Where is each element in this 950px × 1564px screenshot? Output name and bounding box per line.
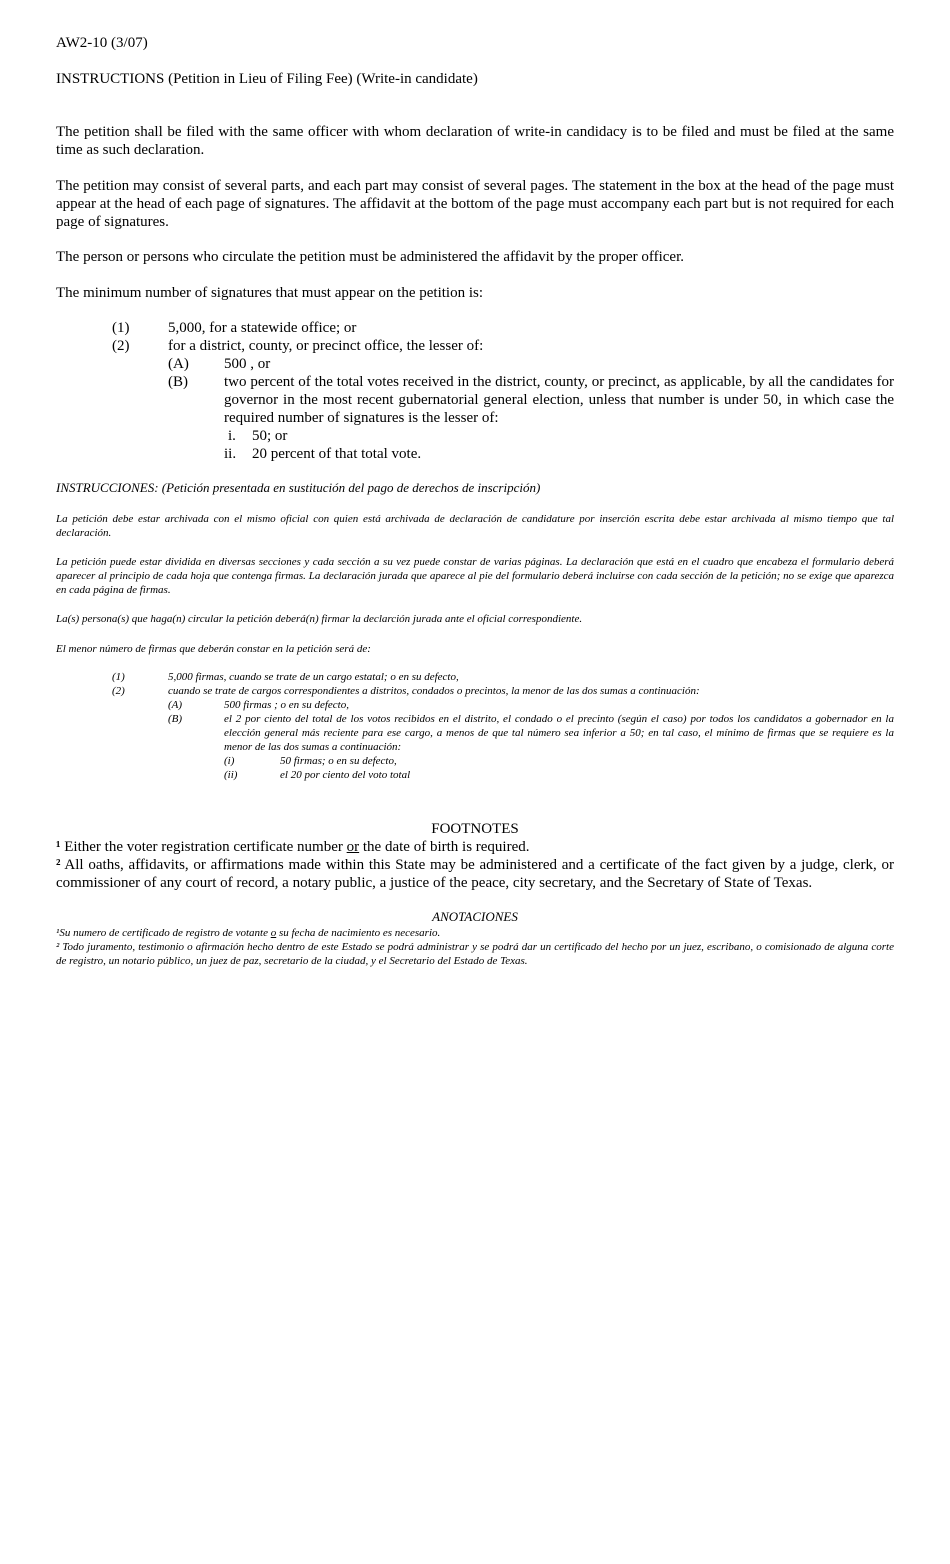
list-number: (A) [168, 356, 189, 372]
list-number: i. [228, 428, 236, 444]
list-item [56, 427, 894, 445]
list-item [56, 337, 894, 355]
list-text: el 20 por ciento del voto total [280, 769, 411, 781]
list-item [56, 373, 894, 427]
list-text: for a district, county, or precinct office, the lesser of: [168, 338, 484, 354]
list-text: 500 , or [224, 356, 271, 372]
footnote-text: Todo juramento, testimonio o afirmación hecho dentro de este Estado se podrá administrar y se podrá dar un certificado del hecho por un juez, escribano, o comisionado de alguna corte de registro, un notario público, un juez de paz, secretario de la ciudad, y el Secretario del Estado de Texas. [56, 941, 894, 967]
list-item [56, 698, 894, 712]
list-text: 20 percent of that total vote. [252, 446, 422, 462]
list-item [56, 712, 894, 754]
list-text: cuando se trate de cargos correspondientes a distritos, condados o precintos, la menor de las dos sumas a continuación: [168, 685, 700, 697]
footnote-1 [56, 838, 894, 856]
list-number: (B) [168, 374, 188, 390]
es-paragraph-3: La(s) persona(s) que haga(n) circular la petición deberá(n) firmar la declarción jurada ante el oficial correspondiente. [56, 613, 583, 625]
list-text: 50; or [252, 428, 288, 444]
list-item [56, 319, 894, 337]
anotaciones-heading: ANOTACIONES [432, 909, 518, 924]
list-number: (i) [224, 755, 235, 767]
footnote-text: Either the voter registration certificate number [60, 839, 347, 855]
list-number: (B) [168, 713, 183, 725]
footnote-text: Su numero de certificado de registro de votante [59, 927, 271, 939]
footnotes-heading: FOOTNOTES [431, 821, 519, 837]
footnote-emphasis: o [270, 927, 277, 939]
list-text: el 2 por ciento del total de los votos recibidos en el distrito, el condado o el precinto (según el caso) por todos los candidatos a gobernador en la elección general más reciente para ese cargo, a menos de que tal número sea inferior a 50; en tal caso, el mínimo de firmas que se requiere es la menor de las dos sumas a continuación: [224, 713, 894, 753]
en-paragraph-2: The petition may consist of several parts, and each part may consist of several pages. The statement in the box at the head of the page must appear at the head of each page of signatures. The affidavit at the bottom of the page must accompany each part but is not required for each page of signatures. [56, 178, 894, 230]
es-paragraph-4: El menor número de firmas que deberán constar en la petición será de: [56, 643, 371, 655]
list-item [56, 445, 894, 463]
en-requirements-list [56, 319, 894, 463]
footnote-text: su fecha de nacimiento es necesario. [276, 927, 441, 939]
footnote-text: the date of birth is required. [359, 839, 530, 855]
footnote-mark: ¹ [56, 927, 60, 939]
list-item [56, 768, 894, 782]
en-paragraph-1: The petition shall be filed with the same officer with whom declaration of write-in candidacy is to be filed and must be filed at the same time as such declaration. [56, 124, 894, 158]
es-paragraph-2: La petición puede estar dividida en diversas secciones y cada sección a su vez puede constar de varias páginas. La declaración que está en el cuadro que encabeza el formulario deberá aparecer al principio de cada hoja que contenga firmas. La declaración jurada que aparece al pie del formulario deberá incluirse con cada sección de la petición; no se exige que aparezca en cada página de firmas. [56, 556, 894, 596]
form-id: AW2-10 (3/07) [56, 35, 148, 51]
list-item [56, 684, 894, 698]
footnote-mark: ² [56, 941, 60, 953]
list-text: 50 firmas; o en su defecto, [280, 755, 397, 767]
instructions-title: INSTRUCTIONS (Petition in Lieu of Filing Fee) (Write-in candidate) [56, 71, 478, 87]
list-item [56, 670, 894, 684]
en-paragraph-4: The minimum number of signatures that must appear on the petition is: [56, 285, 484, 301]
en-paragraph-3: The person or persons who circulate the petition must be administered the affidavit by the proper officer. [56, 249, 685, 265]
es-paragraph-1: La petición debe estar archivada con el mismo oficial con quien está archivada de declaración de candidature por inserción escrita debe estar archivada al mismo tiempo que tal declaración. [56, 513, 894, 539]
list-number: (1) [112, 671, 125, 683]
list-number: (2) [112, 338, 130, 354]
es-title: INSTRUCCIONES: (Petición presentada en sustitución del pago de derechos de inscripción) [56, 480, 541, 495]
list-number: (2) [112, 685, 125, 697]
list-number: ii. [224, 446, 237, 462]
list-number: (ii) [224, 769, 238, 781]
list-text: 500 firmas ; o en su defecto, [224, 699, 349, 711]
list-text: 5,000, for a statewide office; or [168, 320, 357, 336]
list-item [56, 754, 894, 768]
list-number: (1) [112, 320, 130, 336]
es-requirements-list [56, 670, 894, 782]
anotacion-2 [56, 940, 894, 968]
footnote-2 [56, 856, 894, 892]
footnote-text: All oaths, affidavits, or affirmations made within this State may be administered and a certificate of the fact given by a judge, clerk, or commissioner of any court of record, a notary public, a justice of the peace, city secretary, and the Secretary of State of Texas. [56, 857, 894, 891]
footnote-emphasis: or [346, 839, 360, 855]
list-number: (A) [168, 699, 183, 711]
footnote-mark: ² [56, 857, 61, 873]
list-item [56, 355, 894, 373]
footnote-mark: ¹ [56, 839, 61, 855]
anotacion-1 [56, 926, 894, 940]
list-text: two percent of the total votes received in the district, county, or precinct, as applicable, by all the candidates for governor in the most recent gubernatorial general election, unless that number is under 50, in which case the required number of signatures is the lesser of: [224, 374, 894, 426]
list-text: 5,000 firmas, cuando se trate de un cargo estatal; o en su defecto, [168, 671, 459, 683]
